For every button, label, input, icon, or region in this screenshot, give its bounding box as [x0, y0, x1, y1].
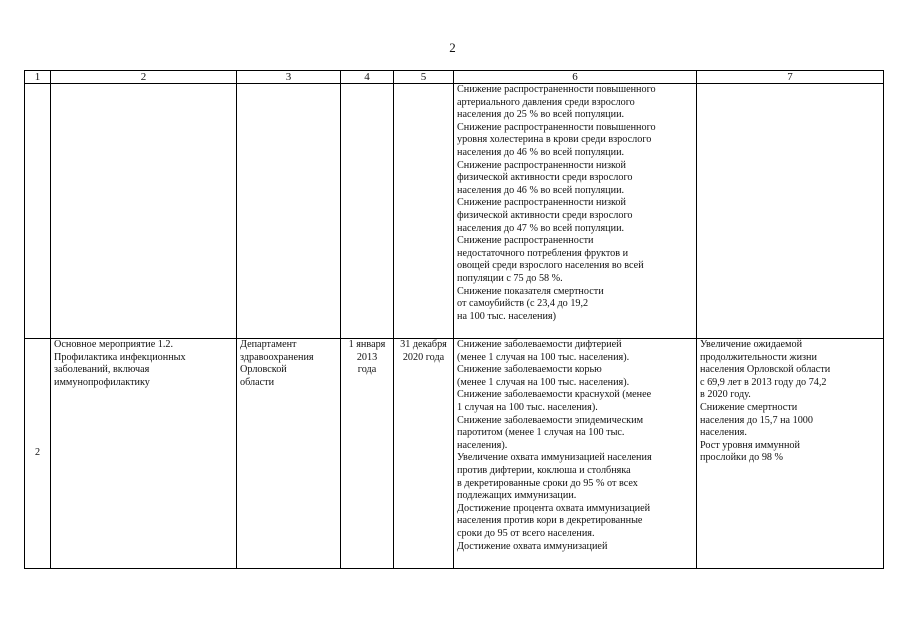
cell-indicators — [697, 339, 884, 569]
text-line: с 69,9 лет в 2013 году до 74,2 — [700, 376, 827, 388]
text-line: Департамент — [240, 339, 297, 350]
cell-num-empty — [25, 84, 51, 339]
text-line: Снижение показателя смертности — [457, 285, 604, 297]
text-line: Орловской — [240, 364, 287, 376]
text-line: Основное мероприятие 1.2. — [54, 339, 174, 350]
text-line: населения до 46 % во всей популяции. — [457, 146, 625, 158]
table-row-2 — [25, 339, 884, 569]
text-line: года — [357, 364, 377, 376]
text-line: заболеваний, включая — [54, 364, 150, 376]
text-line: Рост уровня иммунной — [700, 439, 800, 451]
text-line: прослойки до 98 % — [700, 452, 784, 464]
program-table — [24, 70, 884, 569]
text-line: 1 случая на 100 тыс. населения). — [457, 401, 598, 413]
text-line: Снижение распространенности повышенного — [457, 84, 656, 95]
text-line: здравоохранения — [240, 351, 314, 363]
text-line: Достижение процента охвата иммунизацией — [457, 502, 651, 514]
text-line: в 2020 году. — [700, 389, 751, 401]
text-line: населения до 15,7 на 1000 — [700, 414, 813, 426]
table-row-continuation — [25, 84, 884, 339]
header-cell: 6 — [454, 71, 697, 84]
text-line: 2020 года — [402, 351, 445, 363]
text-line: Увеличение охвата иммунизацией населения — [457, 452, 652, 464]
text-line: 1 января — [348, 339, 386, 350]
text-line: сроки до 95 от всего населения. — [457, 527, 595, 539]
cell-empty — [51, 84, 237, 339]
header-cell: 2 — [51, 71, 237, 84]
text-line: Снижение заболеваемости корью — [457, 364, 602, 376]
text-line: 31 декабря — [400, 339, 447, 350]
page-number: 2 — [449, 40, 456, 55]
cell-empty — [697, 84, 884, 339]
text-line: Снижение распространенности повышенного — [457, 121, 656, 133]
text-line: против дифтерии, коклюша и столбняка — [457, 464, 631, 476]
text-line: Снижение смертности — [700, 401, 798, 413]
text-line: Снижение заболеваемости эпидемическим — [457, 414, 644, 426]
cell-activity — [51, 339, 237, 569]
header-row — [25, 71, 884, 84]
text-line: Достижение охвата иммунизацией — [457, 540, 608, 552]
text-line: населения. — [700, 427, 747, 439]
text-line: Снижение распространенности — [457, 235, 594, 247]
text-line: Снижение заболеваемости дифтерией — [457, 339, 622, 350]
text-line: овощей среди взрослого населения во всей — [457, 260, 644, 272]
text-line: продолжительности жизни — [700, 351, 817, 363]
text-line: Снижение распространенности низкой — [457, 159, 626, 171]
text-line: (менее 1 случая на 100 тыс. населения). — [457, 351, 630, 363]
header-cell: 7 — [697, 71, 884, 84]
text-line: популяции с 75 до 58 %. — [457, 272, 563, 284]
text-line: (менее 1 случая на 100 тыс. населения). — [457, 376, 630, 388]
header-cell: 3 — [237, 71, 341, 84]
text-line: Снижение распространенности низкой — [457, 197, 626, 209]
cell-results-continued — [454, 84, 697, 339]
header-cell: 1 — [25, 71, 51, 84]
text-line: недостаточного потребления фруктов и — [457, 247, 629, 259]
cell-empty — [341, 84, 394, 339]
text-line: на 100 тыс. населения) — [457, 310, 556, 322]
text-line: паротитом (менее 1 случая на 100 тыс. — [457, 427, 625, 439]
header-cell: 5 — [394, 71, 454, 84]
text-line: Снижение заболеваемости краснухой (менее — [457, 389, 652, 401]
cell-empty — [237, 84, 341, 339]
cell-empty — [394, 84, 454, 339]
text-line: населения до 25 % во всей популяции. — [457, 109, 625, 121]
text-line: в декретированные сроки до 95 % от всех — [457, 477, 638, 489]
text-line: населения против кори в декретированные — [457, 515, 643, 527]
text-line: от самоубийств (с 23,4 до 19,2 — [457, 298, 589, 310]
text-line: иммунопрофилактику — [54, 376, 150, 388]
text-line: физической активности среди взрослого — [457, 172, 633, 184]
text-line: населения). — [457, 439, 508, 451]
text-line: населения до 47 % во всей популяции. — [457, 222, 625, 234]
header-cell: 4 — [341, 71, 394, 84]
text-line: физической активности среди взрослого — [457, 209, 633, 221]
row-number: 2 — [25, 339, 51, 569]
text-line: подлежащих иммунизации. — [457, 490, 577, 502]
cell-executor — [237, 339, 341, 569]
text-line: населения Орловской области — [700, 364, 831, 376]
text-line: 2013 — [356, 351, 378, 363]
text-line: Увеличение ожидаемой — [700, 339, 803, 350]
text-line: населения до 46 % во всей популяции. — [457, 184, 625, 196]
cell-start-date — [341, 339, 394, 569]
text-line: области — [240, 376, 275, 388]
cell-expected-results — [454, 339, 697, 569]
text-line: артериального давления среди взрослого — [457, 96, 635, 108]
text-line: Профилактика инфекционных — [54, 351, 186, 363]
text-line: уровня холестерина в крови среди взрослого — [457, 134, 652, 146]
cell-end-date — [394, 339, 454, 569]
